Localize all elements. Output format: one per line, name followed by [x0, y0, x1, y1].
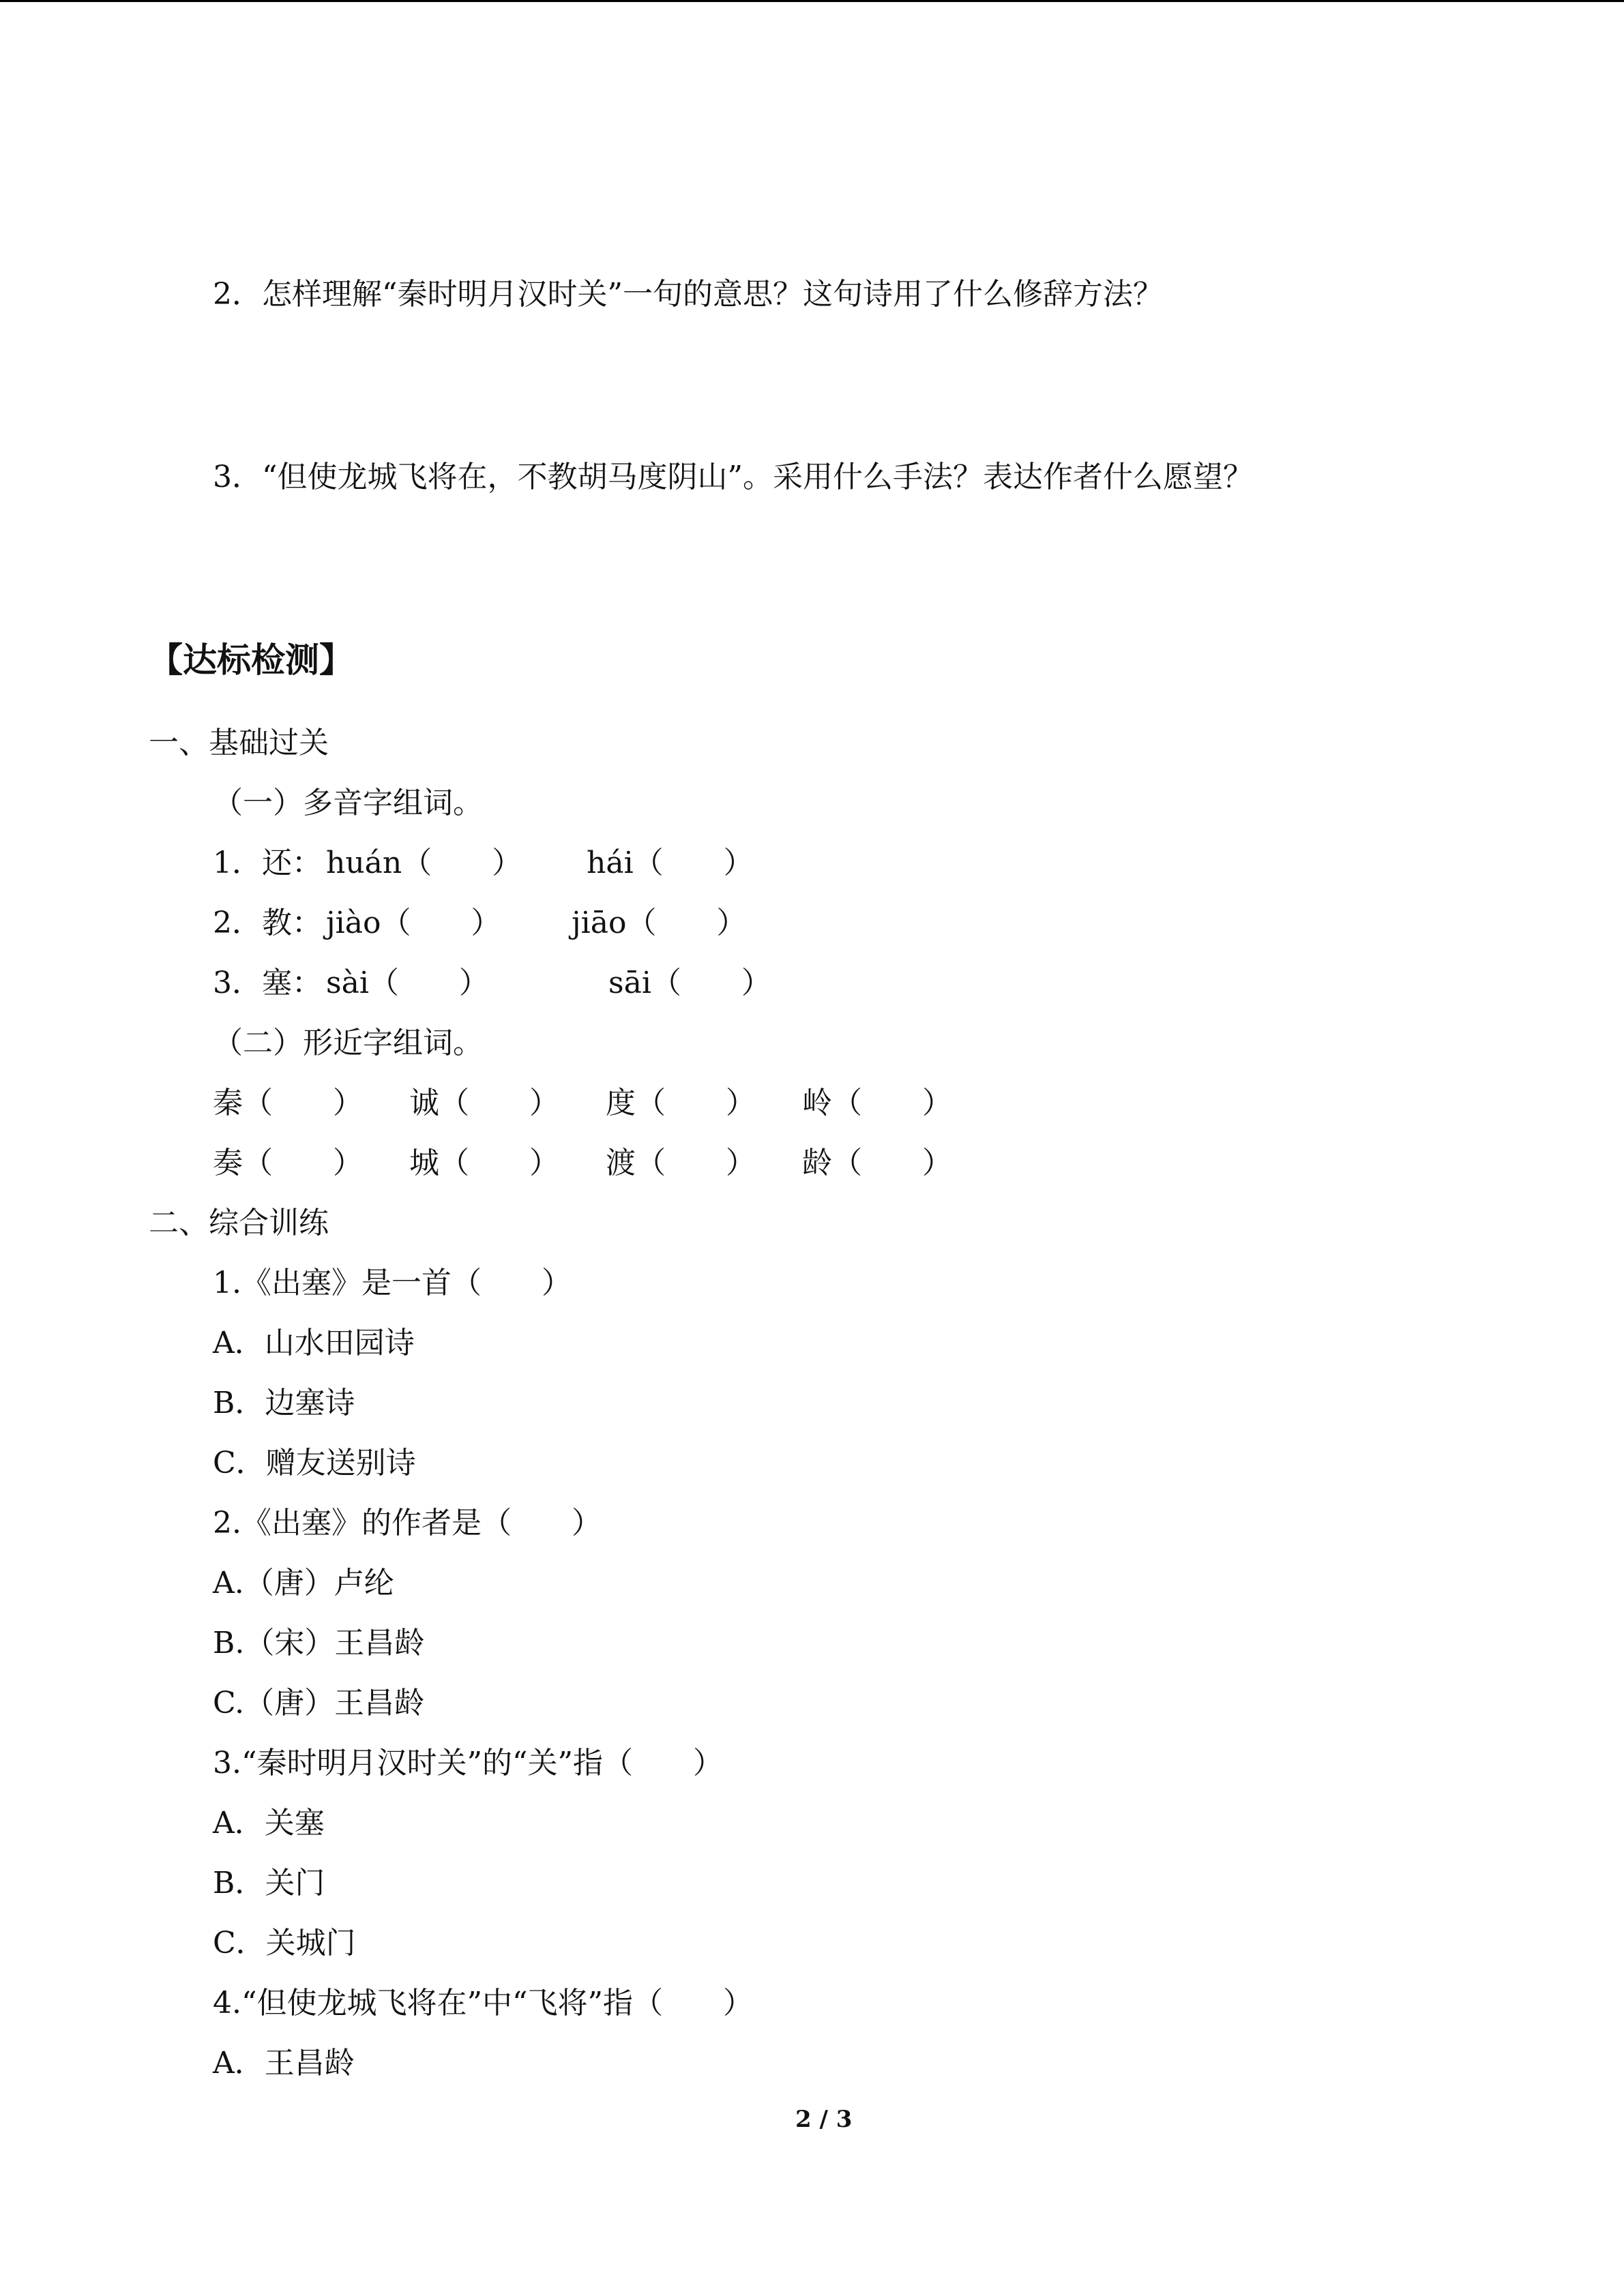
- polyphone-title: （一）多音字组词。: [213, 786, 483, 820]
- polyphone-item-1-a: huán（ ）: [326, 846, 522, 880]
- section-title: 【达标检测】: [149, 640, 353, 680]
- similar-char-cell: 秦（ ）: [213, 1086, 363, 1120]
- similar-char-cell: 城（ ）: [409, 1146, 559, 1180]
- mc-option: A．山水田园诗: [213, 1326, 415, 1360]
- polyphone-item-2-b: jiāo（ ）: [572, 906, 747, 940]
- similar-char-cell: 诚（ ）: [409, 1086, 559, 1120]
- similar-char-cell: 渡（ ）: [606, 1146, 756, 1180]
- polyphone-item-2-a: jiào（ ）: [326, 906, 501, 940]
- mc-option: B．边塞诗: [213, 1386, 355, 1420]
- mc-option: C．赠友送别诗: [213, 1446, 416, 1480]
- polyphone-item-1-b: hái（ ）: [587, 846, 754, 880]
- similar-char-cell: 奏（ ）: [213, 1146, 363, 1180]
- top-border-line: [0, 0, 1624, 2]
- mc-option: C．关城门: [213, 1926, 356, 1960]
- polyphone-item-3-a: sài（ ）: [326, 966, 489, 1000]
- similar-char-title: （二）形近字组词。: [213, 1026, 483, 1060]
- polyphone-item-3-prefix: 3．塞：: [213, 966, 322, 1000]
- similar-char-cell: 龄（ ）: [802, 1146, 952, 1180]
- similar-char-cell: 度（ ）: [606, 1086, 756, 1120]
- polyphone-item-1-prefix: 1．还：: [213, 846, 322, 880]
- polyphone-item-3-b: sāi（ ）: [608, 966, 771, 1000]
- mc-option: A．关塞: [213, 1806, 325, 1840]
- mc-option: A．王昌龄: [213, 2046, 355, 2081]
- question-2: 2．怎样理解“秦时明月汉时关”一句的意思？这句诗用了什么修辞方法？: [213, 277, 1163, 312]
- mc-option: B.（宋）王昌龄: [213, 1626, 425, 1660]
- mc-option: B．关门: [213, 1866, 325, 1900]
- mc-question-1-stem: 1.《出塞》是一首（ ）: [213, 1266, 572, 1300]
- part1-title: 一、基础过关: [149, 726, 329, 760]
- mc-question-2-stem: 2.《出塞》的作者是（ ）: [213, 1506, 602, 1540]
- similar-char-cell: 岭（ ）: [802, 1086, 952, 1120]
- mc-question-3-stem: 3.“秦时明月汉时关”的“关”指（ ）: [213, 1746, 723, 1780]
- question-3: 3．“但使龙城飞将在，不教胡马度阴山”。采用什么手法？表达作者什么愿望？: [213, 460, 1253, 494]
- polyphone-item-2-prefix: 2．教：: [213, 906, 322, 940]
- mc-question-4-stem: 4.“但使龙城飞将在”中“飞将”指（ ）: [213, 1986, 753, 2021]
- mc-option: A.（唐）卢纶: [213, 1566, 394, 1600]
- mc-option: C.（唐）王昌龄: [213, 1686, 425, 1720]
- page-number: 2 / 3: [795, 2106, 853, 2133]
- part2-title: 二、综合训练: [149, 1206, 329, 1240]
